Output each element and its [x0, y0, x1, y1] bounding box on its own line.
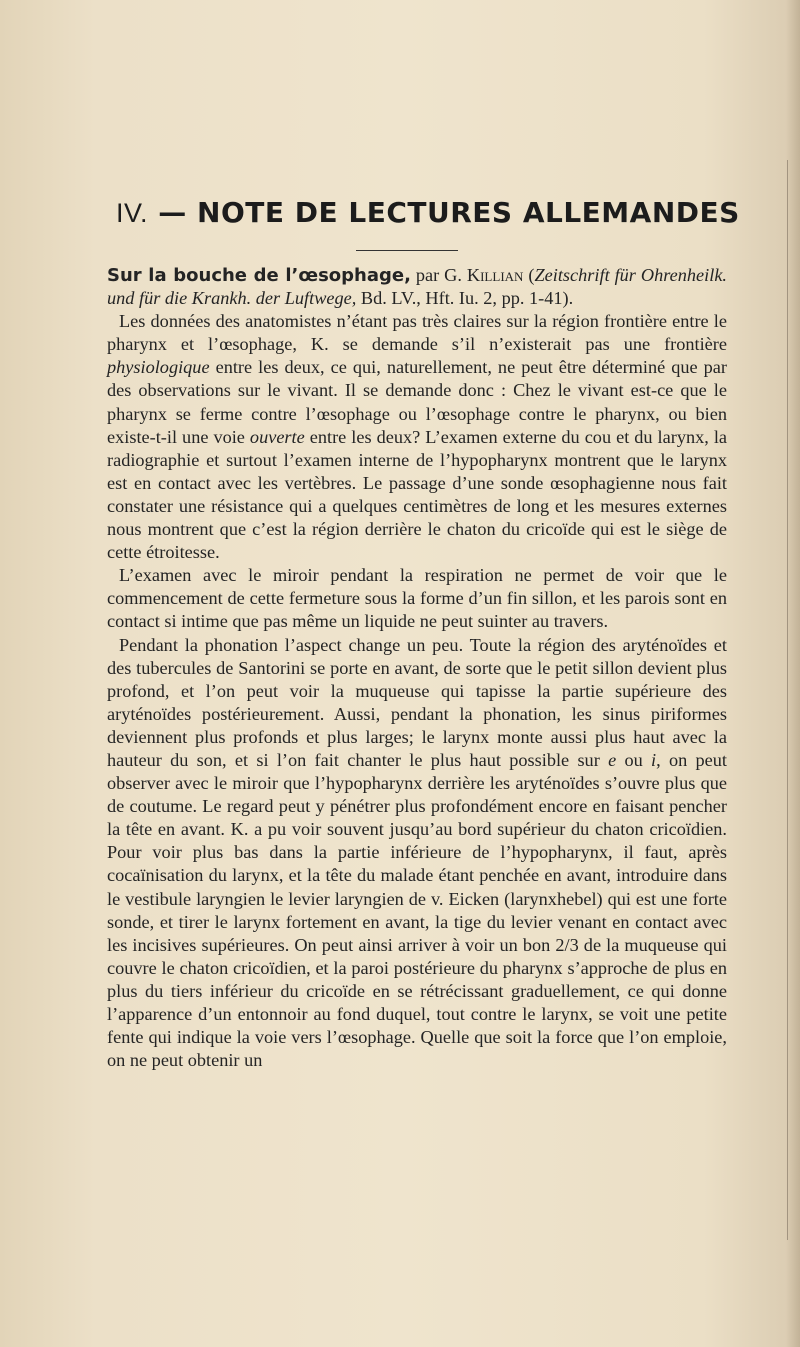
paragraph-1-part-c: entre les deux? L’examen externe du cou et du larynx, la radiographie et surtout l’examen interne de l’hypopharynx montrent que le larynx est en contact avec les vertèbres. Le passage d’une sonde œsophagienne nous fait constater une résistance qui a quelques centimètres de long et les mesures externes nous montrent que c’est la région derrière le chaton du cricoïde qui est le siège de cette étroitesse.	[107, 426, 728, 563]
paragraph-3-vowel-e: e	[608, 749, 617, 770]
paragraph-3-ou: ou	[616, 749, 652, 770]
article-journal: Zeitschrift für Ohrenheilk. und für die Krankh. der Luftwege,	[107, 265, 727, 309]
article-by: par G.	[410, 265, 467, 285]
paragraph-3-vowel-i: i	[651, 749, 657, 770]
article-ref-open: (	[523, 265, 535, 285]
heading-rule	[356, 250, 458, 251]
section-dash: —	[158, 196, 187, 229]
article-author: Killian	[466, 265, 524, 285]
article-reference	[107, 264, 727, 310]
article-title: Sur la bouche de l’œsophage,	[107, 265, 411, 286]
section-heading	[116, 196, 756, 229]
paragraph-2: L’examen avec le miroir pendant la respiration ne permet de voir que le commencement de cette fermeture sous la forme d’un fin sillon, et les parois sont en contact si intime que pas même un liquide ne peut suinter au travers.	[107, 565, 727, 632]
paragraph-3-part-a: Pendant la phonation l’aspect change un peu. Toute la région des aryténoïdes et des tubercules de Santorini se porte en avant, de sorte que le petit sillon devient plus profond, et l’on peut voir la muqueuse qui tapisse la partie supérieure des aryténoïdes postérieurement. Aussi, pendant la phonation, les sinus piriformes deviennent plus profonds et plus larges; le larynx monte aussi plus haut avec la hauteur du son, et si l’on fait chanter le plus haut possible sur	[107, 634, 727, 770]
section-numeral: IV.	[116, 198, 149, 228]
article-body	[107, 264, 727, 1072]
paragraph-3	[107, 634, 727, 1073]
paragraph-1-emphasis-ouverte: ouverte	[249, 426, 305, 447]
page-edge-line	[787, 160, 788, 1240]
article-ref-tail: Bd. LV., Hft. Iu. 2, pp. 1-41).	[356, 288, 574, 309]
page-edge-shadow	[786, 0, 800, 1347]
paragraph-3-part-b: , on peut observer avec le miroir que l’hypopharynx derrière les aryténoïdes s’ouvre plus que de coutume. Le regard peut y pénétrer plus profondément encore en faisant pencher la tête en avant. K. a pu voir souvent jusqu’au bord supérieur du chaton cricoïdien. Pour voir plus bas dans la partie inférieure de l’hypopharynx, il faut, après cocaïnisation du larynx, et la tête du malade étant penchée en avant, introduire dans le vestibule laryngien le levier laryngien de v. Eicken (larynxhebel) qui est une forte sonde, et tirer le larynx fortement en avant, la tige du levier venant en contact avec les incisives supérieures. On peut ainsi arriver à voir un bon 2/3 de la muqueuse qui couvre le chaton cricoïdien, et la paroi postérieure du pharynx s’approche de plus en plus du tiers inférieur du cricoïde en se rétrécissant graduellement, ce qui donne l’apparence d’un entonnoir au fond duquel, tout contre le larynx, se voit une petite fente qui indique la voie vers l’œsophage. Quelle que soit la force que l’on emploie, on ne peut obtenir un	[107, 749, 728, 1071]
paragraph-1-part-b: entre les deux, ce qui, naturellement, ne peut être déterminé que par des observations sur le vivant. Il se demande donc : Chez le vivant est-ce que le pharynx se ferme contre l’œsophage ou l’œsophage contre le pharynx, ou bien existe-t-il une voie	[107, 357, 727, 447]
paragraph-1-emphasis-physiologique: physiologique	[107, 357, 210, 378]
paragraph-1-part-a: Les données des anatomistes n’étant pas très claires sur la région frontière entre le pharynx et l’œsophage, K. se demande s’il n’existerait pas une frontière	[107, 311, 727, 355]
paragraph-1	[107, 310, 727, 564]
section-title: NOTE DE LECTURES ALLEMANDES	[197, 196, 740, 229]
